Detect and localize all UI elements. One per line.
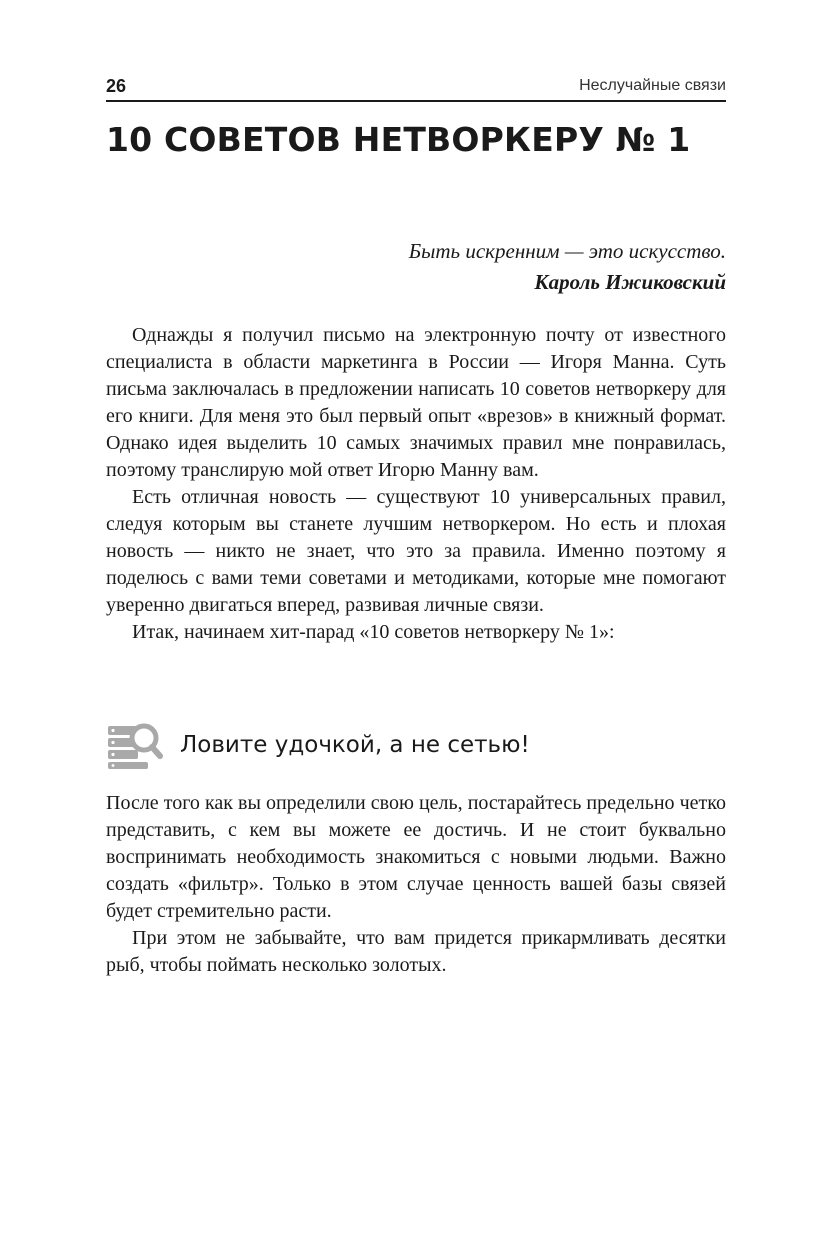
paragraph: Есть отличная новость — существуют 10 универсальных правил, следуя которым вы станете лучшим нетворкером. Но есть и плохая новость — никто не знает, что это за правила. Именно поэтому я поделюсь с вами теми советами и методиками, которые мне помогают уверенно двигаться вперед, развивая личные связи. <box>106 486 726 616</box>
epigraph-quote: Быть искренним — это искусство. <box>408 239 726 263</box>
intro-text <box>106 322 726 646</box>
tip-text <box>106 790 726 979</box>
paragraph: Итак, начинаем хит-парад «10 советов нетворкеру № 1»: <box>132 621 615 643</box>
paragraph: При этом не забывайте, что вам придется прикармливать десятки рыб, чтобы поймать несколько золотых. <box>106 927 726 976</box>
database-search-icon <box>106 720 164 770</box>
running-header <box>106 70 726 102</box>
paragraph: После того как вы определили свою цель, постарайтесь предельно четко представить, с кем вы можете ее достичь. И не стоит буквально воспринимать необходимость знакомиться с новыми людьми. Важно создать «фильтр». Только в этом случае ценность вашей базы связей будет стремительно расти. <box>106 792 726 922</box>
epigraph-author: Кароль Ижиковский <box>534 270 726 294</box>
page-number: 26 <box>106 76 127 96</box>
tip-title: Ловите удочкой, а не сетью! <box>180 732 530 758</box>
tip-heading <box>106 720 726 772</box>
running-title: Неслучайные связи <box>579 77 726 94</box>
chapter-title: 10 СОВЕТОВ НЕТВОРКЕРУ № 1 <box>106 120 691 159</box>
paragraph: Однажды я получил письмо на электронную почту от известного специалиста в области маркетинга в России — Игоря Манна. Суть письма заключалась в предложении написать 10 советов нетворкеру для его книги. Для меня это был первый опыт «врезов» в книжный формат. Однако идея выделить 10 самых значимых правил мне понравилась, поэтому транслирую мой ответ Игорю Манну вам. <box>106 324 726 481</box>
epigraph <box>206 236 726 298</box>
